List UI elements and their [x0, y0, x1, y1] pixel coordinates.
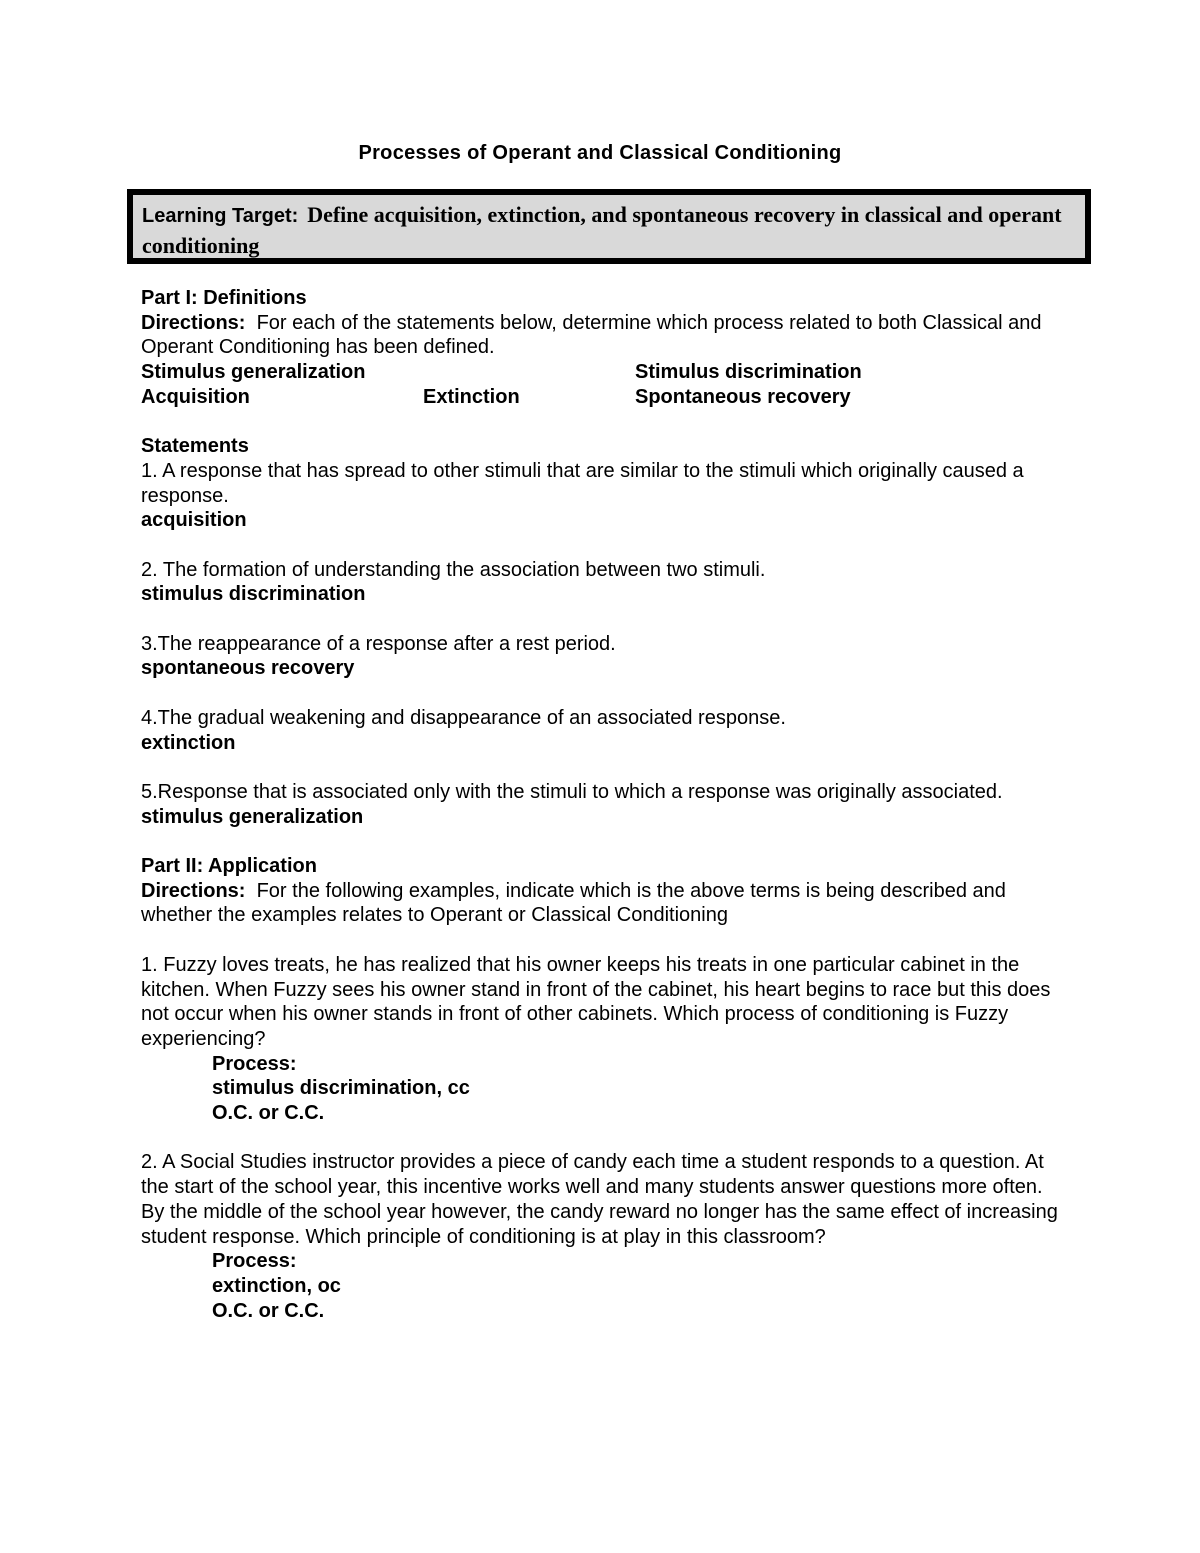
- learning-target-box: [127, 189, 1091, 264]
- page-title: Processes of Operant and Classical Conditioning: [358, 142, 842, 164]
- part2-directions-text: For the following examples, indicate which is the above terms is being described and whether the examples relates to Operant or Classical Conditioning: [141, 879, 1006, 927]
- example-text: 2. A Social Studies instructor provides a piece of candy each time a student responds to a question. At the start of the school year, this incentive works well and many students answer questions more often. By the middle of the school year however, the candy reward no longer has the same effect of increasing student response. Which principle of conditioning is at play in this classroom?: [141, 1151, 1058, 1248]
- statement-answer: acquisition: [141, 509, 247, 532]
- part2-directions-label: Directions:: [141, 879, 246, 902]
- term-stimulus-generalization: Stimulus generalization: [141, 361, 366, 384]
- statement-text: 3.The reappearance of a response after a rest period.: [141, 632, 616, 655]
- learning-target-label: Learning Target:: [142, 205, 299, 227]
- part1-directions: [141, 311, 1071, 360]
- term-acquisition: Acquisition: [141, 385, 250, 408]
- term-extinction: Extinction: [423, 385, 520, 408]
- part1-directions-text: For each of the statements below, determine which process related to both Classical and Operant Conditioning has been defined.: [141, 311, 1042, 359]
- learning-target-text: Define acquisition, extinction, and spontaneous recovery in classical and operant conditioning: [142, 202, 1062, 258]
- example-answer: extinction, oc: [212, 1274, 341, 1297]
- statement-answer: extinction: [141, 731, 236, 754]
- statement-answer: spontaneous recovery: [141, 657, 355, 680]
- statement-answer: stimulus generalization: [141, 805, 364, 828]
- document-body: [141, 286, 1071, 1323]
- part1-directions-label: Directions:: [141, 311, 246, 334]
- part2-heading: Part II: Application: [141, 855, 317, 878]
- conditioning-type-label: O.C. or C.C.: [212, 1102, 325, 1125]
- term-list: [141, 360, 1071, 409]
- part2-directions: [141, 879, 1071, 928]
- statement-text: 2. The formation of understanding the association between two stimuli.: [141, 558, 766, 581]
- part1-heading: Part I: Definitions: [141, 287, 307, 309]
- process-label: Process:: [212, 1250, 297, 1273]
- conditioning-type-label: O.C. or C.C.: [212, 1299, 325, 1322]
- statement-text: 1. A response that has spread to other stimuli that are similar to the stimuli which originally caused a response.: [141, 459, 1024, 507]
- example-text: 1. Fuzzy loves treats, he has realized that his owner keeps his treats in one particular cabinet in the kitchen. When Fuzzy sees his owner stand in front of the cabinet, his heart begins to race but this does not occur when his owner stands in front of other cabinets. Which process of conditioning is Fuzzy experiencing?: [141, 953, 1051, 1050]
- statement-answer: stimulus discrimination: [141, 583, 366, 606]
- statements-heading: Statements: [141, 435, 249, 458]
- term-stimulus-discrimination: Stimulus discrimination: [635, 361, 862, 384]
- example-answer: stimulus discrimination, cc: [212, 1077, 470, 1100]
- process-label: Process:: [212, 1052, 297, 1075]
- statement-text: 4.The gradual weakening and disappearance of an associated response.: [141, 706, 786, 729]
- term-spontaneous-recovery: Spontaneous recovery: [635, 385, 851, 408]
- statement-text: 5.Response that is associated only with the stimuli to which a response was originally associated.: [141, 780, 1003, 803]
